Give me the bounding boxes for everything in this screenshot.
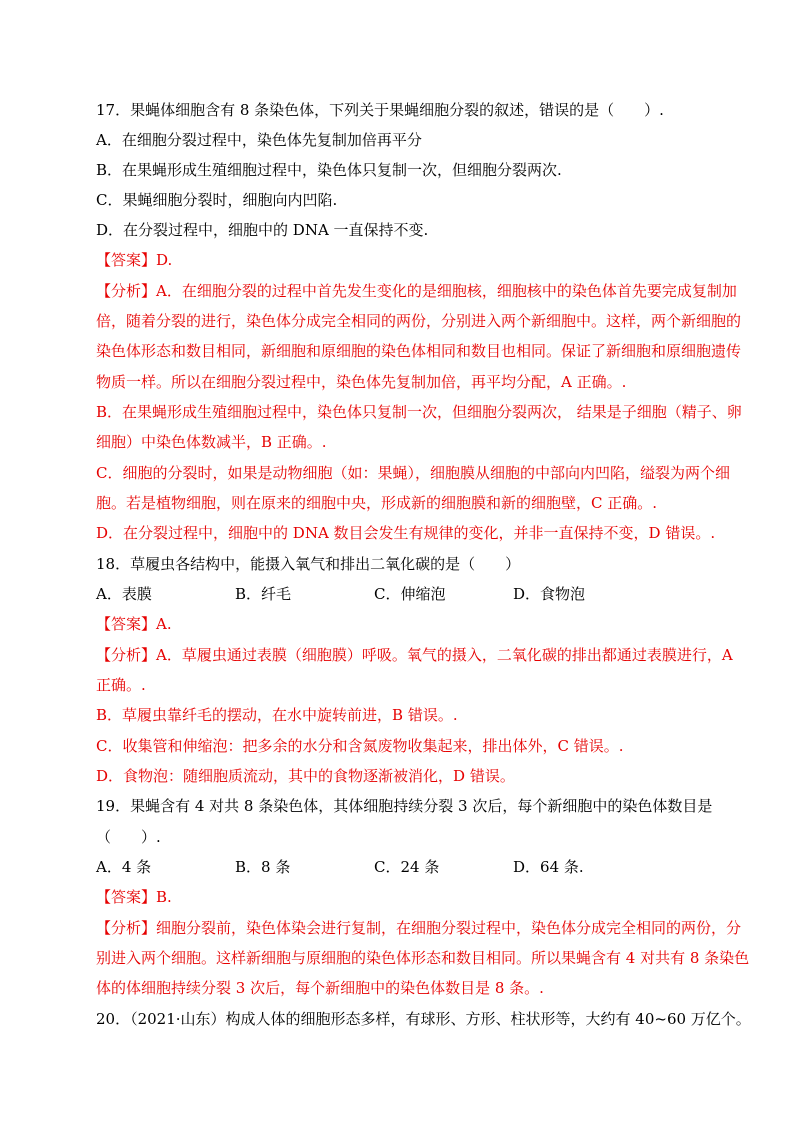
q17-option-c: C．果蝇细胞分裂时，细胞向内凹陷. [96,191,338,209]
q19-analysis-line: 【分析】细胞分裂前，染色体染会进行复制，在细胞分裂过程中，染色体分成完全相同的两份，分 [96,919,742,937]
q17-analysis-line: 细胞）中染色体数减半，B 正确。. [96,433,327,451]
q19-option-a: A．4 条 [96,858,152,876]
q17-analysis-line: B．在果蝇形成生殖细胞过程中，染色体只复制一次，但细胞分裂两次， 结果是子细胞（精子、卵 [96,403,742,421]
q17-analysis-line: 胞。若是植物细胞，则在原来的细胞中央，形成新的细胞膜和新的细胞壁，C 正确。. [96,494,658,512]
q17-analysis-line: 【分析】A．在细胞分裂的过程中首先发生变化的是细胞核，细胞核中的染色体首先要完成复制加 [96,282,737,300]
q19-answer: 【答案】B. [96,888,172,906]
q17-analysis-line: 倍，随着分裂的进行，染色体分成完全相同的两份，分别进入两个新细胞中。这样，两个新细胞的 [96,312,742,330]
q19-option-c: C．24 条 [374,858,440,876]
q20-stem: 20．（2021·山东）构成人体的细胞形态多样，有球形、方形、柱状形等，大约有 40~60 万亿个。 [96,1010,751,1028]
q17-analysis-line: 物质一样。所以在细胞分裂过程中，染色体先复制加倍，再平均分配，A 正确。. [96,373,627,391]
q19-option-b: B．8 条 [235,858,291,876]
q18-option-c: C．伸缩泡 [374,585,446,603]
q18-answer: 【答案】A. [96,615,172,633]
q17-option-a: A．在细胞分裂过程中，染色体先复制加倍再平分 [96,131,422,149]
q17-analysis-line: C．细胞的分裂时，如果是动物细胞（如：果蝇），细胞膜从细胞的中部向内凹陷，缢裂为两个细 [96,464,730,482]
q17-analysis-line: D．在分裂过程中，细胞中的 DNA 数目会发生有规律的变化，并非一直保持不变，D 错误。. [96,524,716,542]
q19-analysis-line: 体的体细胞持续分裂 3 次后，每个新细胞中的染色体数目是 8 条。. [96,979,544,997]
q19-analysis-line: 别进入两个细胞。这样新细胞与原细胞的染色体形态和数目相同。所以果蝇含有 4 对共有 8 条染色 [96,949,750,967]
q18-analysis-line: 正确。. [96,676,146,694]
q17-stem: 17．果蝇体细胞含有 8 条染色体，下列关于果蝇细胞分裂的叙述，错误的是（ ）. [96,101,664,119]
q18-analysis-line: B．草履虫靠纤毛的摆动，在水中旋转前进，B 错误。. [96,706,458,724]
q19-stem-line2: （ ）. [96,828,161,846]
q19-option-d: D．64 条. [513,858,584,876]
q18-option-d: D．食物泡 [513,585,586,603]
q17-analysis-line: 染色体形态和数目相同，新细胞和原细胞的染色体相同和数目也相同。保证了新细胞和原细胞遗传 [96,342,742,360]
q17-answer: 【答案】D. [96,251,173,269]
q17-option-d: D．在分裂过程中，细胞中的 DNA 一直保持不变. [96,221,429,239]
q18-analysis-line: D．食物泡：随细胞质流动，其中的食物逐渐被消化，D 错误。 [96,767,515,785]
q18-analysis-line: C．收集管和伸缩泡：把多余的水分和含氮废物收集起来，排出体外，C 错误。. [96,737,624,755]
q18-analysis-line: 【分析】A．草履虫通过表膜（细胞膜）呼吸。氧气的摄入，二氧化碳的排出都通过表膜进行，A [96,646,733,664]
q18-option-b: B．纤毛 [235,585,292,603]
q19-stem-line1: 19．果蝇含有 4 对共 8 条染色体，其体细胞持续分裂 3 次后，每个新细胞中的染色体数目是 [96,797,713,815]
q18-option-a: A．表膜 [96,585,152,603]
q18-stem: 18．草履虫各结构中，能摄入氧气和排出二氧化碳的是（ ） [96,555,521,573]
q17-option-b: B．在果蝇形成生殖细胞过程中，染色体只复制一次，但细胞分裂两次. [96,161,562,179]
